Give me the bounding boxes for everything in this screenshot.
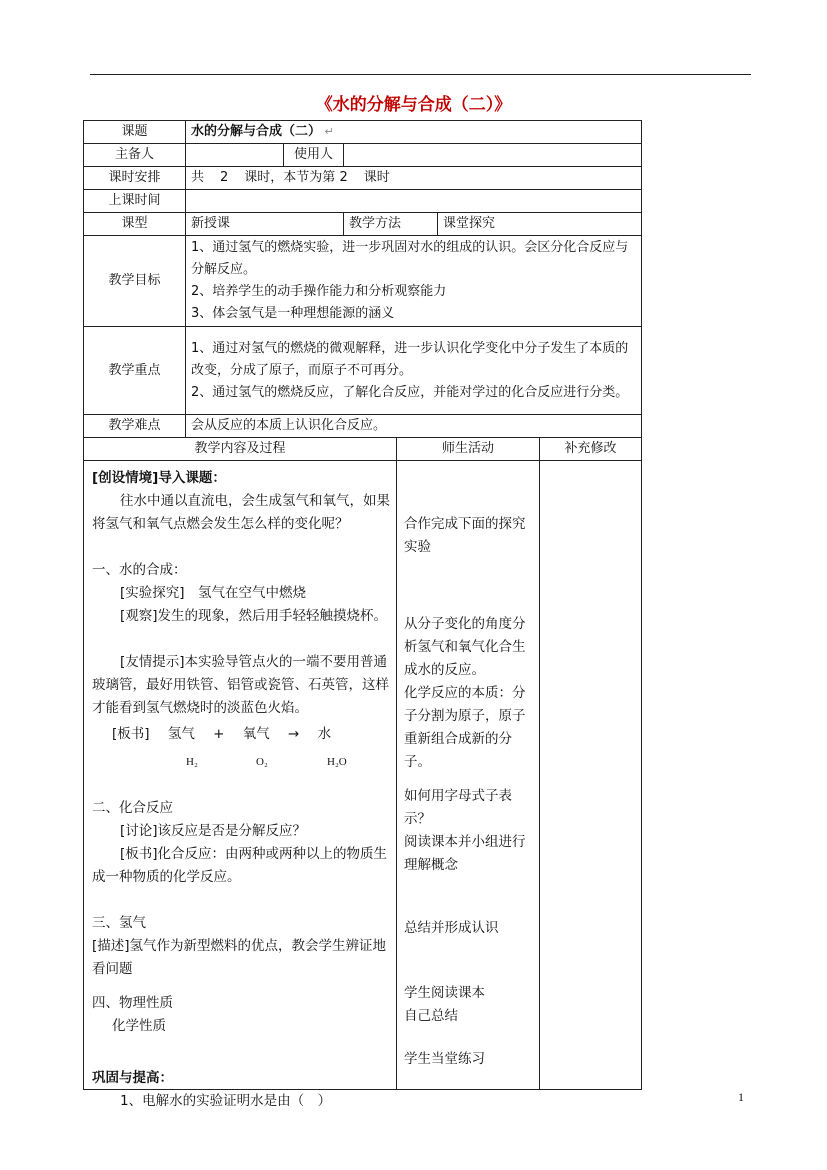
content-header: 教学内容及过程	[84, 438, 397, 461]
schedule-label: 课时安排	[84, 167, 186, 190]
activity-7: 学生阅读课本	[404, 985, 485, 1001]
lesson-plan-table	[83, 120, 642, 1109]
activity-cell	[397, 461, 540, 1090]
topic-value: 水的分解与合成（二） ↵	[186, 121, 642, 144]
key-value	[186, 327, 642, 415]
section-4-sub: 化学性质	[112, 1018, 166, 1034]
oxygen-name: 氧气	[242, 726, 270, 742]
key-label: 教学重点	[84, 327, 186, 415]
goal-item: 1、通过氢气的燃烧实验，进一步巩固对水的组成的认识。会区分化合反应与分解反应。	[191, 240, 629, 277]
tip-text: [友情提示]本实验导管点火的一端不要用普通玻璃管，最好用铁管、铝管或瓷管、石英管，这样才能看到氢气燃烧时的淡蓝色火焰。	[92, 654, 389, 716]
section-3-heading: 三、氢气	[92, 915, 146, 931]
document-title: 《水的分解与合成（二）》	[315, 95, 512, 115]
activity-3: 化学反应的本质：分子分割为原子，原子重新组合成新的分子。	[404, 685, 526, 770]
time-value	[186, 190, 642, 213]
formula-o2: O₂	[256, 756, 268, 768]
preparer-label: 主备人	[84, 144, 186, 167]
activity-1: 合作完成下面的探究实验	[404, 516, 526, 555]
content-cell	[84, 461, 397, 1109]
section-4-heading: 四、物理性质	[92, 995, 173, 1011]
schedule-value: 共 2 课时，本节为第 2 课时	[186, 167, 642, 190]
preparer-value	[186, 144, 284, 167]
user-label: 使用人	[284, 144, 344, 167]
observe-text: [观察]发生的现象，然后用手轻轻触摸烧杯。	[120, 608, 388, 624]
method-value: 课堂探究	[438, 213, 642, 236]
page-number: 1	[738, 1090, 744, 1104]
activity-header: 师生活动	[397, 438, 540, 461]
board-label: [板书]	[112, 726, 150, 742]
supplement-cell	[540, 461, 642, 1090]
activity-9: 学生当堂练习	[404, 1051, 485, 1067]
section-2-heading: 二、化合反应	[92, 800, 173, 816]
formula-h2: H₂	[186, 756, 198, 768]
difficulty-value: 会从反应的本质上认识化合反应。	[186, 415, 642, 438]
supplement-header: 补充修改	[540, 438, 642, 461]
board-definition: [板书]化合反应：由两种或两种以上的物质生成一种物质的化学反应。	[92, 846, 388, 885]
arrow-icon: →	[288, 726, 300, 742]
type-value: 新授课	[186, 213, 344, 236]
method-label: 教学方法	[344, 213, 438, 236]
activity-8: 自己总结	[404, 1008, 458, 1024]
header-rule	[90, 74, 751, 75]
hydrogen-name: 氢气	[167, 726, 195, 742]
plus-sign: +	[213, 726, 225, 742]
intro-heading: [创设情境]导入课题：	[92, 470, 226, 486]
intro-text: 往水中通以直流电，会生成氢气和氧气，如果将氢气和氧气点燃会发生怎么样的变化呢？	[92, 493, 390, 532]
discuss-text: [讨论]该反应是否是分解反应？	[120, 823, 307, 839]
experiment-text: [实验探究] 氢气在空气中燃烧	[120, 585, 307, 601]
key-item: 1、通过对氢气的燃烧的微观解释，进一步认识化学变化中分子发生了本质的改变，分成了原子，而原子不可再分。	[191, 340, 629, 378]
water-name: 水	[317, 726, 332, 742]
goals-label: 教学目标	[84, 236, 186, 327]
return-mark-icon: ↵	[321, 125, 334, 138]
goal-item: 2、培养学生的动手操作能力和分析观察能力	[191, 284, 447, 299]
time-label: 上课时间	[84, 190, 186, 213]
word-equation	[112, 723, 331, 746]
question-1: 1、电解水的实验证明水是由（ ）	[120, 1093, 332, 1109]
section-5-heading: 巩固与提高：	[92, 1070, 173, 1086]
user-value	[344, 144, 642, 167]
type-label: 课型	[84, 213, 186, 236]
key-item: 2、通过氢气的燃烧反应，了解化合反应，并能对学过的化合反应进行分类。	[191, 384, 629, 400]
activity-2: 从分子变化的角度分析氢气和氧气化合生成水的反应。	[404, 616, 526, 678]
goals-value	[186, 236, 642, 327]
section-1-heading: 一、水的合成：	[92, 562, 187, 578]
activity-5: 阅读课本并小组进行理解概念	[404, 834, 526, 873]
activity-6: 总结并形成认识	[404, 920, 499, 936]
goal-item: 3、体会氢气是一种理想能源的涵义	[191, 306, 395, 321]
topic-label: 课题	[84, 121, 186, 144]
formula-h2o: H₂O	[327, 756, 347, 768]
difficulty-label: 教学难点	[84, 415, 186, 438]
activity-4: 如何用字母式子表示？	[404, 788, 512, 827]
describe-text: [描述]氢气作为新型燃料的优点，教会学生辨证地看问题	[92, 938, 387, 977]
